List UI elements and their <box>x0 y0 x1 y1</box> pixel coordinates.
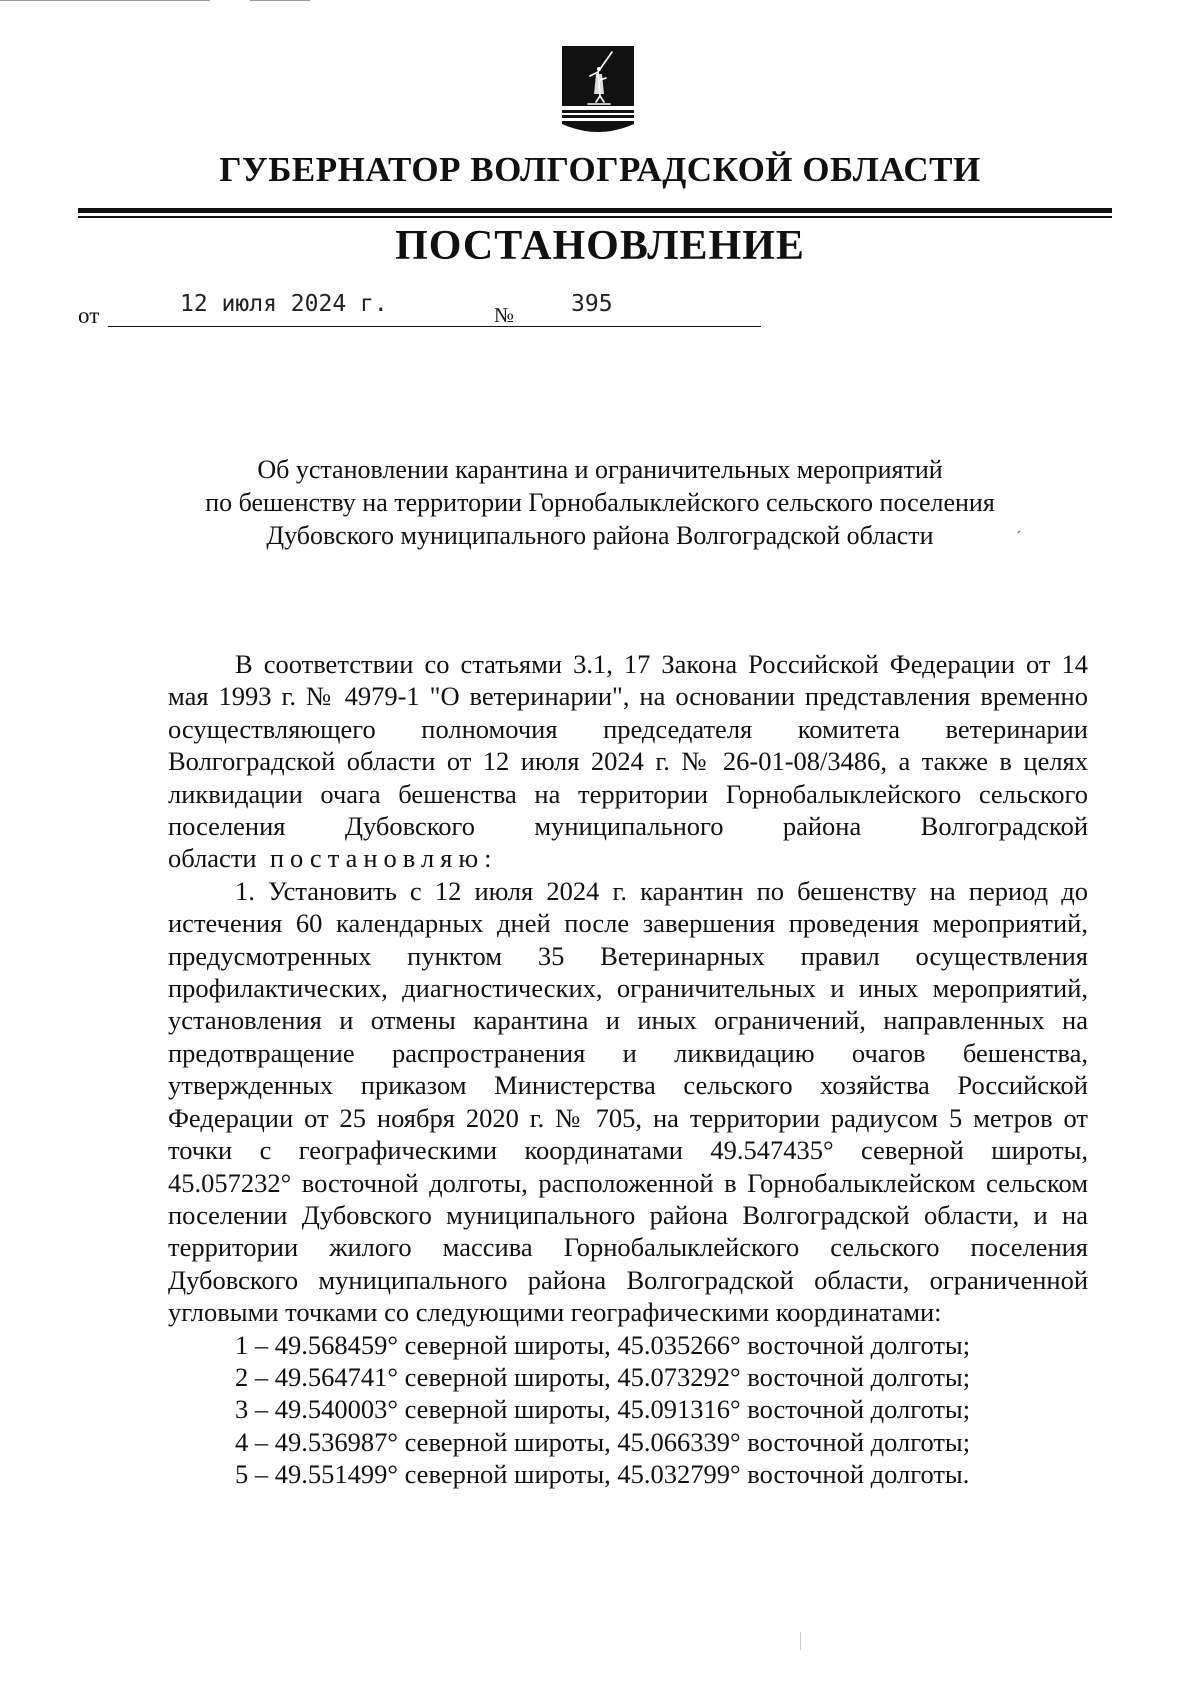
document-type-heading: ПОСТАНОВЛЕНИЕ <box>395 223 805 269</box>
item-1-paragraph: 1. Установить с 12 июля 2024 г. карантин по бешенству на период до истечения 60 календарных дней после завершения проведения мероприятий, предусмотренных пунктом 35 Ветеринарных правил осуществления профилактических, диагностических, ограничительных и иных мероприятий, установления и отмены карантина и иных ограничений, направленных на предотвращение распространения и ликвидацию очагов бешенства, утвержденных приказом Министерства сельского хозяйства Российской Федерации от 25 ноября 2020 г. № 705, на территории радиусом 5 метров от точки с географическими координатами 49.547435° северной широты, 45.057232° восточной долготы, расположенной в Горнобалыклейском сельском поселении Дубовского муниципального района Волгоградской области, и на территории жилого массива Горнобалыклейского сельского поселения Дубовского муниципального района Волгоградской области, ограниченной угловыми точками со следующими географическими координатами: <box>168 875 1088 1328</box>
coordinate-item: 3 – 49.540003° северной широты, 45.091316° восточной долготы; <box>235 1394 971 1425</box>
title-line: по бешенству на территории Горнобалыклейского сельского поселения <box>205 488 995 517</box>
decree-word: постановляю: <box>269 843 498 874</box>
issuing-authority: ГУБЕРНАТОР ВОЛГОГРАДСКОЙ ОБЛАСТИ <box>219 150 981 189</box>
coordinate-item: 4 – 49.536987° северной широты, 45.066339° восточной долготы; <box>235 1426 971 1457</box>
preamble-text: В соответствии со статьями 3.1, 17 Закона Российской Федерации от 14 мая 1993 г. № 4979-1 "О ветеринарии", на основании представления временно осуществляющего полномочия председателя комитета ветеринарии Волгоградской области от 12 июля 2024 г. № 26-01-08/3486, а также в целях ликвидации очага бешенства на территории Горнобалыклейского сельского поселения Дубовского муниципального района Волгоградской области <box>168 649 1088 874</box>
coordinate-item: 2 – 49.564741° северной широты, 45.073292° восточной долготы; <box>235 1361 971 1392</box>
date-label: от <box>78 303 100 328</box>
scan-edge-line <box>0 0 210 1</box>
number-field <box>525 291 761 327</box>
header-rule-thick <box>78 208 1112 213</box>
number-label: № <box>494 303 515 327</box>
coordinate-item: 5 – 49.551499° северной широты, 45.032799° восточной долготы. <box>235 1459 970 1490</box>
title-line: Дубовского муниципального района Волгоградской области <box>266 521 934 550</box>
coordinate-item: 1 – 49.568459° северной широты, 45.035266° восточной долготы; <box>235 1329 971 1360</box>
date-value: 12 июля 2024 г. <box>180 291 388 317</box>
registration-line <box>78 291 778 330</box>
title-line: Об установлении карантина и ограничительных мероприятий <box>257 455 943 484</box>
preamble-paragraph <box>168 648 1088 875</box>
document-title <box>0 453 1200 552</box>
document-body <box>168 648 1088 1491</box>
scan-edge-line <box>250 0 310 1</box>
scan-artifact <box>800 1632 801 1650</box>
number-value: 395 <box>571 291 613 317</box>
coat-of-arms-icon <box>560 44 636 140</box>
header-rule-thin <box>78 216 1112 218</box>
coordinates-list <box>168 1329 1088 1491</box>
date-field <box>108 291 560 327</box>
title-mark: ´ <box>1016 529 1022 546</box>
